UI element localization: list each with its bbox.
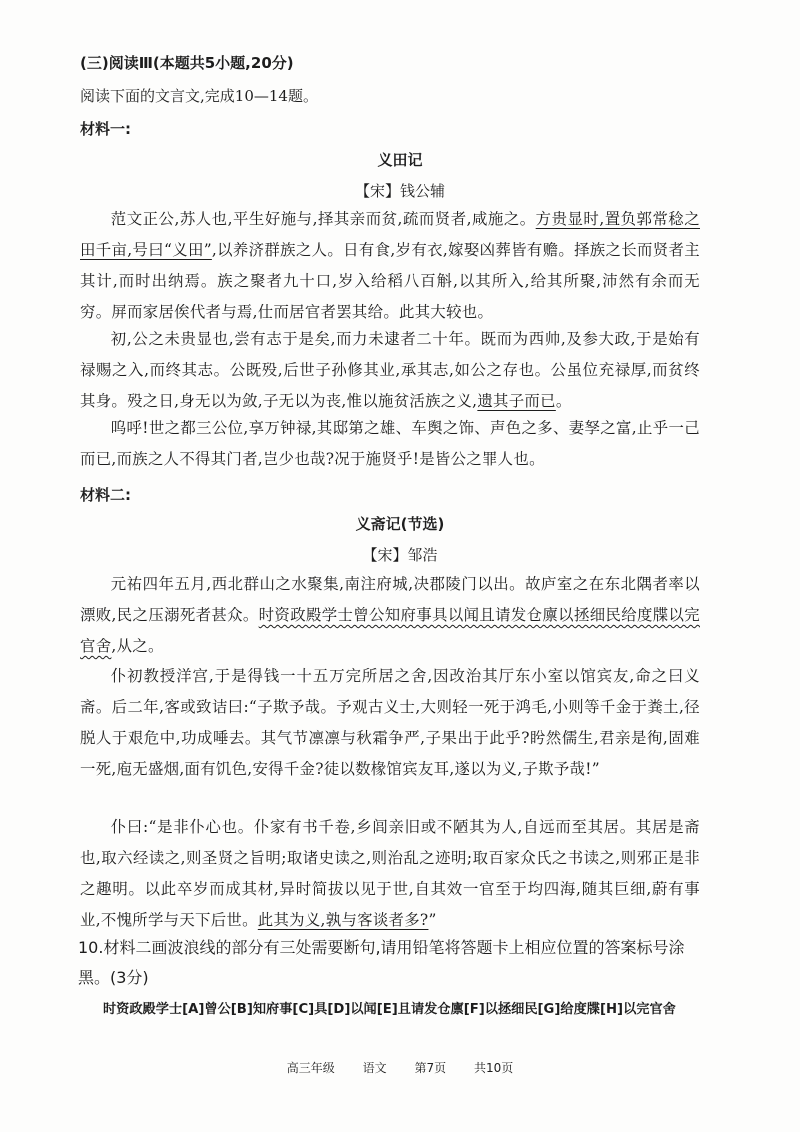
material2-paragraph-1 <box>80 569 700 662</box>
material2-author: 【宋】邹浩 <box>362 546 438 564</box>
material1-paragraph-2 <box>80 324 700 417</box>
material2-p3-text-a: 仆曰:“是非仆心也。仆家有书千卷,乡闾亲旧或不陋其为人,自远而至其居。其居是斋也,取六经读之,则圣贤之旨明;取诸史读之,则治乱之迹明;取百家众氏之书读之,则邪正是非之趣明。以此卒岁而成其材,异时简拔以见于世,自其效一官至于均四海,随其巨细,蔚有事业,不愧所学与天下后世。 <box>80 818 700 929</box>
material1-paragraph-1 <box>80 204 700 328</box>
material1-p2-text-b: 。 <box>555 392 572 410</box>
section-heading: (三)阅读Ⅲ(本题共5小题,20分) <box>80 54 294 72</box>
material1-p1-underlined: 方贵显时,置负郭常稔之田千亩,号曰“义田” <box>80 210 700 259</box>
material1-p2-underlined: 遗其子而已 <box>477 392 556 410</box>
question-10-prompt: 10.材料二画波浪线的部分有三处需要断句,请用铅笔将答题卡上相应位置的答案标号涂黑。(3分) <box>78 938 685 987</box>
page-footer <box>0 1059 800 1076</box>
question-10-options: 时资政殿学士[A]曾公[B]知府事[C]具[D]以闻[E]且请发仓廪[F]以拯细民[G]给度牒[H]以完官舍 <box>103 1002 676 1017</box>
material2-p1-text-a: 元祐四年五月,西北群山之水聚集,南注府城,决郡陵门以出。故庐室之在东北隅者率以漂败,民之压溺死者甚众。 <box>80 575 700 624</box>
footer-grade: 高三年级 <box>286 1061 335 1075</box>
material2-label: 材料二: <box>80 486 131 504</box>
footer-subject: 语文 <box>362 1061 387 1075</box>
material1-p2-text-a: 初,公之未贵显也,尝有志于是矣,而力未逮者二十年。既而为西帅,及参大政,于是始有禄赐之入,而终其志。公既殁,后世子孙修其业,承其志,如公之存也。公虽位充禄厚,而贫终其身。殁之日,身无以为敛,子无以为丧,惟以施贫活族之义, <box>80 330 700 410</box>
material2-paragraph-2: 仆初教授洋宫,于是得钱一十五万完所居之舍,因改治其厅东小室以馆宾友,命之曰义斋。后二年,客或致诘曰:“子欺予哉。予观古义士,大则轻一死于鸿毛,小则等千金于粪土,径脱人于艰危中,功成唾去。其气节凛凛与秋霜争严,子果出于此乎?盻然儒生,君亲是徇,固难一死,庖无盛烟,面有饥色,安得千金?徒以数椽馆宾友耳,遂以为义,子欺予哉!” <box>80 667 700 778</box>
section-instruction: 阅读下面的文言文,完成10—14题。 <box>80 87 318 105</box>
material1-p1-text-a: 范文正公,苏人也,平生好施与,择其亲而贫,疏而贤者,咸施之。 <box>110 210 536 228</box>
material2-paragraph-3 <box>80 812 700 936</box>
material2-p1-wavy-underlined: 时资政殿学士曾公知府事具以闻且请发仓廪以拯细民给度牒以完官舍 <box>80 606 700 655</box>
material2-p1-text-b: ,从之。 <box>111 637 164 655</box>
material1-p1-text-b: ,以养济群族之人。日有食,岁有衣,嫁娶凶葬皆有赡。择族之长而贤者主其计,而时出纳焉。族之聚者九十口,岁入给稻八百斛,以其所入,给其所聚,沛然有余而无穷。屏而家居俟代者与焉,仕而居官者罢其给。此其大较也。 <box>80 241 700 321</box>
material1-paragraph-3: 呜呼!世之都三公位,享万钟禄,其邸第之雄、车舆之饰、声色之多、妻孥之富,止乎一己而已,而族之人不得其门者,岂少也哉?况于施贤乎!是皆公之罪人也。 <box>80 419 700 468</box>
footer-page-number: 第7页 <box>414 1061 447 1075</box>
material1-label: 材料一: <box>80 120 131 138</box>
material2-p3-text-b: ” <box>428 911 437 929</box>
material1-author: 【宋】钱公辅 <box>354 182 445 200</box>
footer-page-total: 共10页 <box>473 1061 514 1075</box>
material2-p3-underlined: 此其为义,孰与客谈者多? <box>257 911 429 929</box>
material1-title: 义田记 <box>377 151 423 169</box>
material2-title: 义斋记(节选) <box>355 515 445 533</box>
